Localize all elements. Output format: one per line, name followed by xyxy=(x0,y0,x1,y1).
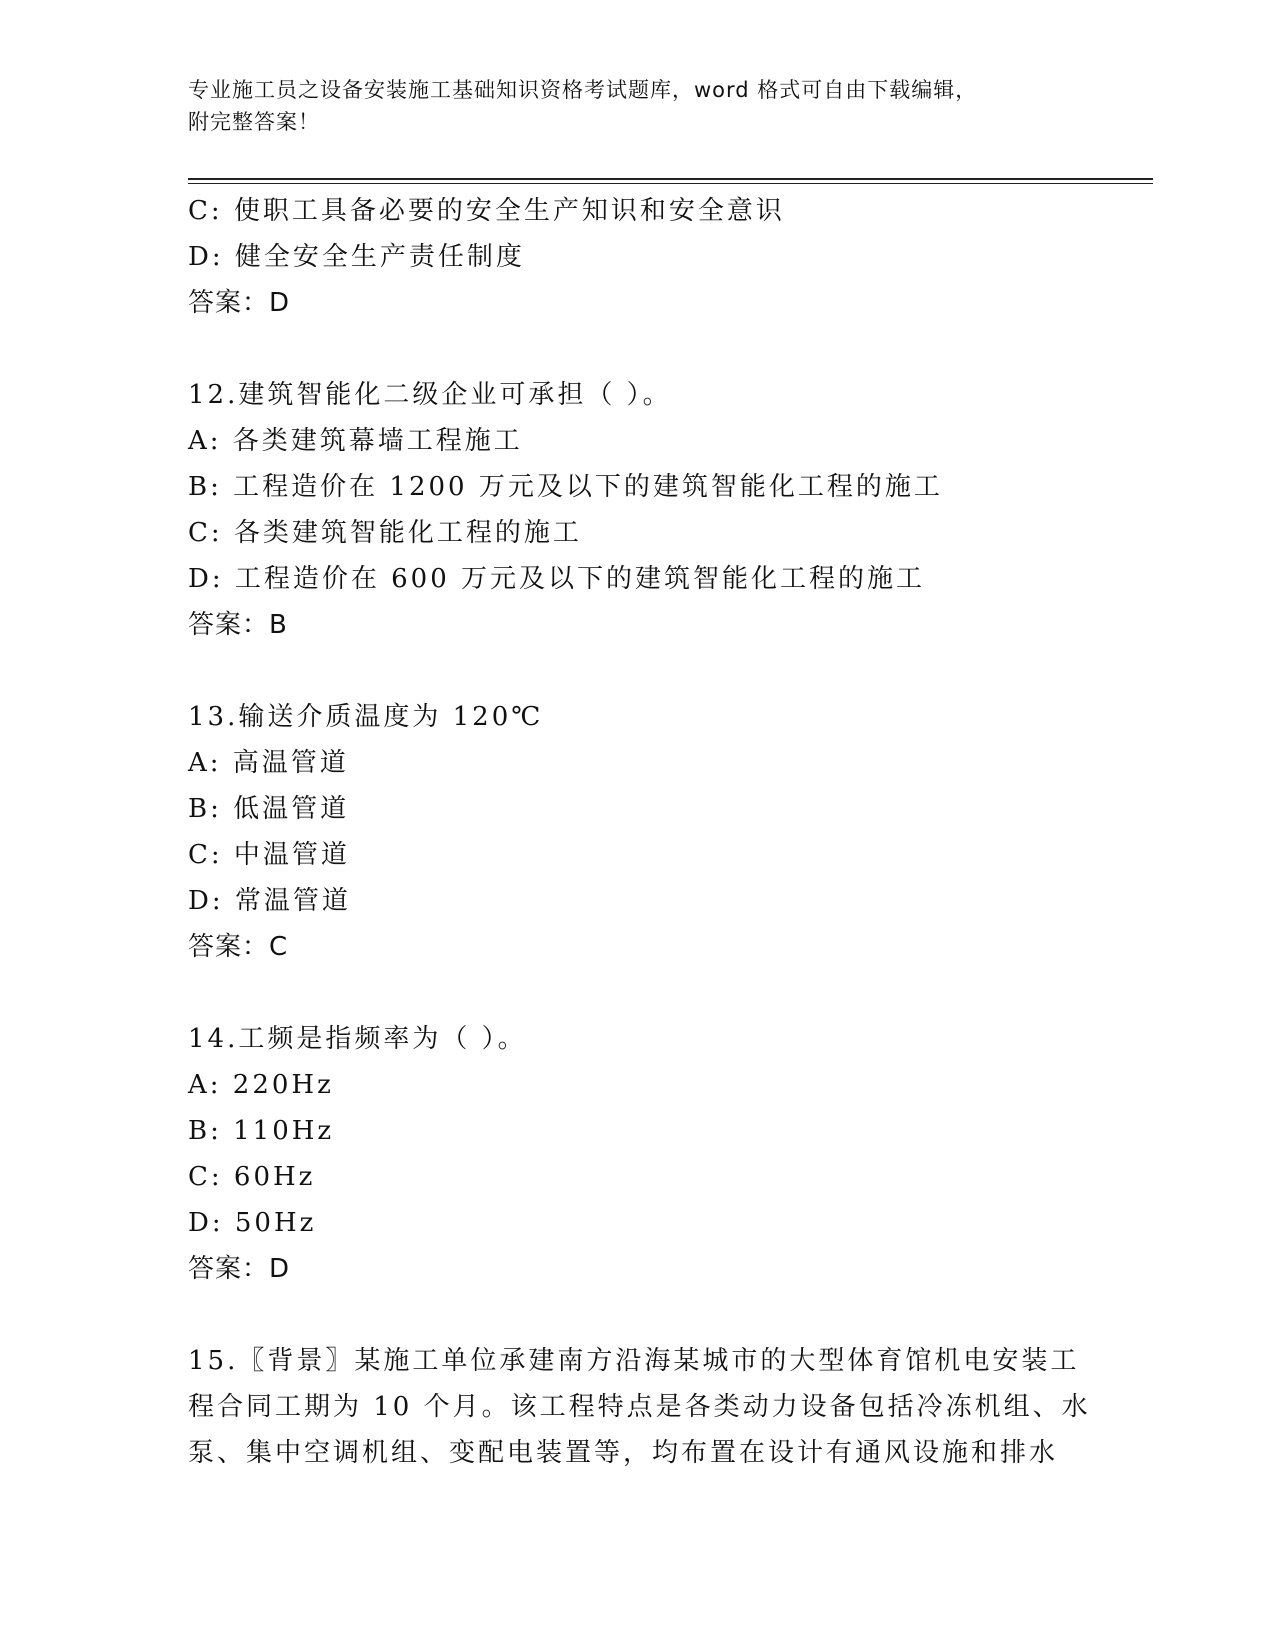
question-stem: 14.工频是指频率为（ ）。 xyxy=(188,1024,527,1054)
option-c: C: 各类建筑智能化工程的施工 xyxy=(188,518,582,548)
header-divider-thin xyxy=(188,183,1153,184)
question-13 xyxy=(188,694,1118,970)
answer-label: 答案：C xyxy=(188,932,289,962)
option-c: C: 60Hz xyxy=(188,1162,316,1192)
question-14 xyxy=(188,1016,1118,1292)
header-line-1: 专业施工员之设备安装施工基础知识资格考试题库，word 格式可自由下载编辑， xyxy=(188,78,978,102)
spacer xyxy=(188,1292,1118,1338)
question-15-line-1: 15.〖背景〗某施工单位承建南方沿海某城市的大型体育馆机电安装工 xyxy=(188,1346,1080,1376)
answer-label: 答案：B xyxy=(188,610,288,640)
question-stem: 13.输送介质温度为 120℃ xyxy=(188,702,544,732)
option-b: B: 低温管道 xyxy=(188,794,350,824)
question-12 xyxy=(188,372,1118,648)
document-header xyxy=(188,74,1088,138)
option-d: D: 健全安全生产责任制度 xyxy=(188,242,525,272)
spacer xyxy=(188,326,1118,372)
header-divider-thick xyxy=(188,178,1153,180)
answer-label: 答案：D xyxy=(188,288,291,318)
option-d: D: 常温管道 xyxy=(188,886,351,916)
option-b: B: 110Hz xyxy=(188,1116,335,1146)
question-stem: 12.建筑智能化二级企业可承担（ ）。 xyxy=(188,380,672,410)
question-15 xyxy=(188,1338,1118,1476)
option-d: D: 50Hz xyxy=(188,1208,317,1238)
spacer xyxy=(188,970,1118,1016)
question-15-line-2: 程合同工期为 10 个月。该工程特点是各类动力设备包括冷冻机组、水 xyxy=(188,1392,1091,1422)
option-a: A: 220Hz xyxy=(188,1070,334,1100)
answer-label: 答案：D xyxy=(188,1254,291,1284)
option-a: A: 高温管道 xyxy=(188,748,349,778)
option-d: D: 工程造价在 600 万元及以下的建筑智能化工程的施工 xyxy=(188,564,926,594)
spacer xyxy=(188,648,1118,694)
question-11-tail xyxy=(188,188,1118,326)
option-c: C: 使职工具备必要的安全生产知识和安全意识 xyxy=(188,196,785,226)
question-content xyxy=(188,188,1118,1476)
header-line-2: 附完整答案！ xyxy=(188,110,320,134)
question-15-line-3: 泵、集中空调机组、变配电装置等，均布置在设计有通风设施和排水 xyxy=(188,1438,1059,1468)
option-a: A: 各类建筑幕墙工程施工 xyxy=(188,426,523,456)
option-c: C: 中温管道 xyxy=(188,840,350,870)
option-b: B: 工程造价在 1200 万元及以下的建筑智能化工程的施工 xyxy=(188,472,943,502)
